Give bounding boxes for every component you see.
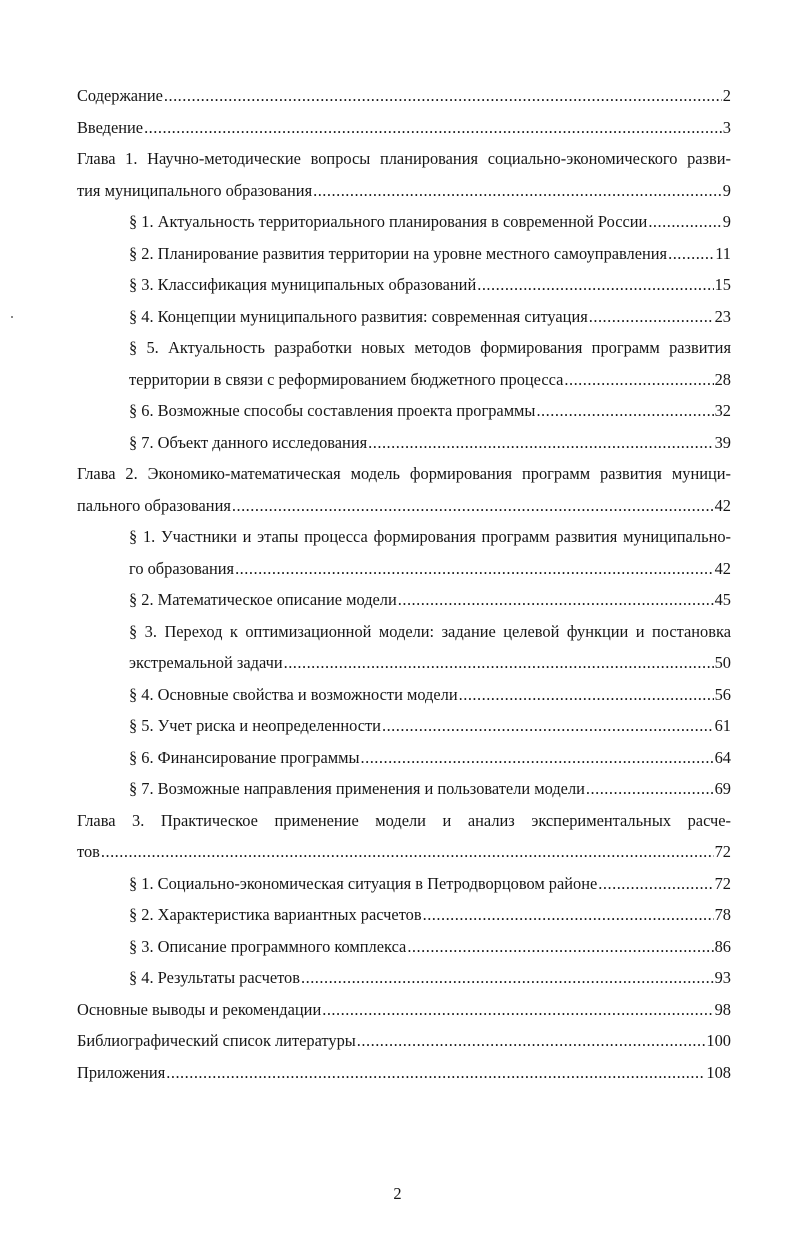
toc-entry-title: § 4. Результаты расчетов	[129, 968, 300, 987]
toc-page-number: 108	[706, 1062, 731, 1082]
toc-page-number: 39	[714, 432, 731, 452]
toc-page-number: 28	[714, 369, 731, 389]
toc-line-continued	[77, 805, 731, 837]
toc-entry-title: § 2. Характеристика вариантных расчетов	[129, 905, 422, 924]
toc-entry	[77, 175, 731, 207]
dot-leader	[598, 868, 713, 900]
toc-page-number: 72	[714, 873, 731, 893]
toc-page-number: 45	[714, 590, 731, 609]
toc-entry	[77, 868, 731, 900]
toc-entry-title: § 4. Концепции муниципального развития: современная ситуация	[129, 306, 588, 326]
toc-entry-title: § 6. Возможные способы составления проекта программы	[129, 401, 536, 420]
toc-entry-title: Приложения	[77, 1062, 166, 1082]
toc-entry-title: § 3. Переход к оптимизационной модели: задание целевой функции и постановка	[129, 621, 731, 641]
toc-entry-title: тия муниципального образования	[77, 180, 313, 200]
dot-leader	[361, 742, 714, 774]
toc-entry-title: территории в связи с реформированием бюджетного процесса	[129, 369, 564, 389]
toc-page-number: 100	[706, 1031, 731, 1050]
toc-entry-title: Глава 3. Практическое применение модели и анализ экспериментальных расче-	[77, 810, 731, 830]
toc-entry	[77, 742, 731, 774]
toc-entry	[77, 112, 731, 144]
dot-leader	[322, 994, 713, 1026]
page-number: 2	[393, 1184, 402, 1203]
toc-entry-title: § 5. Учет риска и неопределенности	[129, 716, 381, 735]
toc-entry-title: § 4. Основные свойства и возможности модели	[129, 684, 458, 704]
toc-entry-title: экстремальной задачи	[129, 653, 283, 672]
toc-page-number: 93	[714, 968, 731, 987]
toc-page-number: 78	[714, 905, 731, 924]
toc-entry-title: Глава 2. Экономико-математическая модель формирования программ развития муници-	[77, 464, 731, 483]
toc-page-number: 32	[714, 401, 731, 420]
toc-line-continued	[77, 143, 731, 175]
toc-page-number: 56	[714, 684, 731, 704]
dot-leader	[459, 679, 714, 711]
toc-page-number: 64	[714, 747, 731, 767]
toc-entry-title: § 5. Актуальность разработки новых методов формирования программ развития	[129, 338, 731, 357]
toc-entry-title: § 2. Планирование развития территории на уровне местного самоуправления	[129, 243, 668, 263]
toc-entry	[77, 1025, 731, 1057]
toc-page-number: 69	[714, 779, 731, 798]
toc-entry	[77, 206, 731, 238]
toc-entry-title: пального образования	[77, 495, 231, 515]
toc-entry	[77, 899, 731, 931]
toc-entry	[77, 238, 731, 270]
toc-entry	[77, 962, 731, 994]
dot-leader	[232, 490, 714, 522]
dot-leader	[164, 80, 722, 112]
toc-page-number: 3	[722, 117, 731, 137]
toc-entry	[77, 364, 731, 396]
toc-entry	[77, 773, 731, 805]
toc-entry	[77, 994, 731, 1026]
toc-page-number: 86	[714, 936, 731, 956]
toc-page-number: 72	[714, 842, 731, 861]
toc-entry-title: § 1. Социально-экономическая ситуация в Петродворцовом районе	[129, 873, 598, 893]
dot-leader	[382, 710, 714, 742]
toc-entry	[77, 679, 731, 711]
dot-leader	[313, 175, 722, 207]
toc-line-continued	[77, 332, 731, 364]
dot-leader	[235, 553, 714, 585]
toc-entry-title: § 1. Участники и этапы процесса формирования программ развития муниципально-	[129, 527, 731, 546]
dot-leader	[144, 112, 722, 144]
toc-entry-title: § 3. Описание программного комплекса	[129, 936, 407, 956]
dot-leader	[284, 647, 714, 679]
dot-leader	[423, 899, 714, 931]
dot-leader	[648, 206, 721, 238]
toc-entry	[77, 647, 731, 679]
dot-leader	[564, 364, 713, 396]
toc-page-number: 11	[715, 243, 731, 263]
toc-page-number: 9	[722, 212, 731, 231]
toc-entry	[77, 1057, 731, 1089]
toc-entry	[77, 269, 731, 301]
toc-entry-title: § 7. Объект данного исследования	[129, 432, 368, 452]
dot-leader	[166, 1057, 705, 1089]
toc-page-number: 15	[714, 275, 731, 294]
toc-page-number: 2	[722, 86, 731, 105]
dot-leader	[668, 238, 714, 270]
toc-entry-title: Основные выводы и рекомендации	[77, 999, 322, 1019]
toc-entry-title: § 1. Актуальность территориального планирования в современной России	[129, 212, 648, 231]
toc-page-number: 61	[714, 716, 731, 735]
toc-entry	[77, 584, 731, 616]
toc-entry-title: § 7. Возможные направления применения и пользователи модели	[129, 779, 585, 798]
toc-entry-title: Глава 1. Научно-методические вопросы планирования социально-экономического разви-	[77, 149, 731, 168]
toc-page-number: 9	[722, 180, 731, 200]
toc-page-number: 50	[714, 653, 731, 672]
dot-leader	[536, 395, 713, 427]
toc-line-continued	[77, 616, 731, 648]
toc-entry	[77, 931, 731, 963]
toc-page-number: 42	[714, 495, 731, 515]
toc-entry-title: § 3. Классификация муниципальных образований	[129, 275, 477, 294]
scan-speck	[11, 316, 13, 318]
toc-entry-title: § 2. Математическое описание модели	[129, 590, 397, 609]
table-of-contents	[77, 80, 731, 1088]
toc-page-number: 42	[714, 558, 731, 578]
dot-leader	[589, 301, 714, 333]
dot-leader	[357, 1025, 706, 1057]
toc-entry	[77, 836, 731, 868]
toc-entry	[77, 301, 731, 333]
dot-leader	[398, 584, 714, 616]
toc-entry	[77, 395, 731, 427]
dot-leader	[407, 931, 713, 963]
toc-entry-title: Введение	[77, 117, 144, 137]
dot-leader	[301, 962, 714, 994]
toc-page-number: 98	[714, 999, 731, 1019]
toc-entry-title: Библиографический список литературы	[77, 1031, 356, 1050]
dot-leader	[477, 269, 713, 301]
toc-entry-title: Содержание	[77, 86, 163, 105]
toc-entry	[77, 490, 731, 522]
toc-entry-title: § 6. Финансирование программы	[129, 747, 360, 767]
toc-entry-title: го образования	[129, 558, 235, 578]
toc-entry	[77, 553, 731, 585]
toc-entry-title: тов	[77, 842, 100, 861]
dot-leader	[101, 836, 714, 868]
toc-entry	[77, 80, 731, 112]
dot-leader	[586, 773, 714, 805]
toc-line-continued	[77, 458, 731, 490]
toc-entry	[77, 710, 731, 742]
dot-leader	[368, 427, 713, 459]
toc-line-continued	[77, 521, 731, 553]
toc-page-number: 23	[714, 306, 731, 326]
toc-entry	[77, 427, 731, 459]
